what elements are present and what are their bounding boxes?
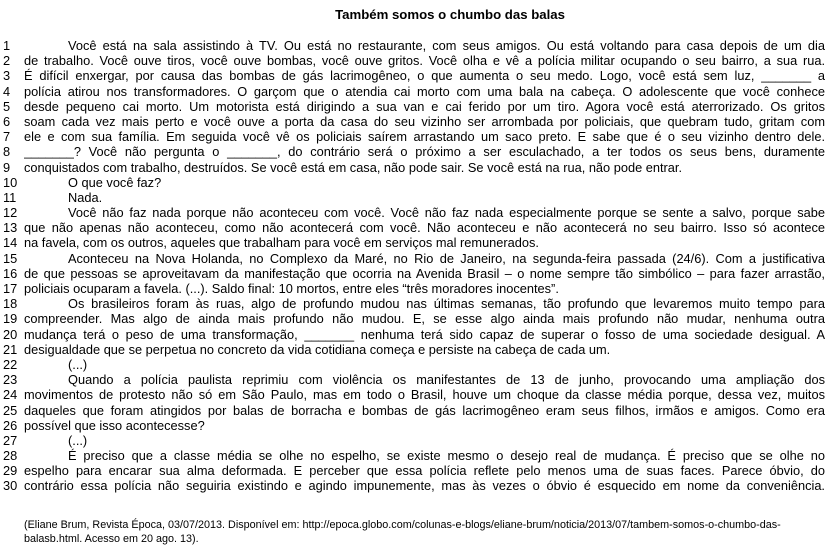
line-text: daqueles que foram atingidos por balas de borracha e bombas de gás lacrimogêneo eram seus filhos, irmãos e amigos. Como era	[24, 402, 825, 418]
line-text: Quando a polícia paulista reprimiu com violência os manifestantes de 13 de junho, provocando uma ampliação dos	[68, 372, 825, 388]
line-number: 13	[3, 220, 18, 236]
text-line	[0, 281, 839, 296]
text-line	[0, 418, 839, 433]
text-line	[0, 251, 839, 266]
line-number: 8	[3, 144, 11, 160]
text-line	[0, 266, 839, 281]
line-text: policiais ocuparam a favela. (...). Saldo final: 10 mortos, entre eles “três moradores inocentes”.	[24, 281, 559, 296]
text-line	[0, 144, 839, 159]
line-number: 18	[3, 296, 18, 312]
line-number: 20	[3, 326, 18, 342]
line-text: O que você faz?	[68, 174, 162, 190]
line-text: É preciso que a classe média se olhe no espelho, se existe mesmo o desejo real de mudança. É preciso que se olhe no	[68, 448, 825, 464]
text-line	[0, 160, 839, 175]
line-number: 14	[3, 235, 18, 251]
line-text: que não apenas não aconteceu, como não acontecerá com você. Não aconteceu e não acontecerá no seu bairro. Isso só acontece	[24, 220, 825, 236]
text-line	[0, 448, 839, 463]
line-number: 11	[3, 189, 17, 205]
text-line	[0, 387, 839, 402]
line-number: 6	[3, 113, 11, 129]
text-line	[0, 327, 839, 342]
line-text: desigualdade que se perpetua no concreto da vida cotidiana começa e persiste na cabeça de cada um.	[24, 341, 611, 357]
source-citation: (Eliane Brum, Revista Época, 03/07/2013. Disponível em: http://epoca.globo.com/colunas-e-blogs/eliane-brum/noticia/2013/07/tambem-somos-o-chumbo-das-balasb.html. Acesso em 20 ago. 13).	[24, 519, 781, 545]
text-line	[0, 357, 839, 372]
line-number: 16	[3, 265, 18, 281]
text-line	[0, 403, 839, 418]
text-line	[0, 235, 839, 250]
line-text: É difícil enxergar, por causa das bombas de gás lacrimogêneo, o que aumenta o seu medo. Logo, você está sem luz, _______ a	[24, 68, 825, 84]
line-number: 10	[3, 174, 18, 190]
line-number: 12	[3, 205, 18, 221]
line-text: Nada.	[68, 189, 103, 205]
text-line	[0, 190, 839, 205]
line-number: 1	[3, 38, 11, 53]
text-line	[0, 99, 839, 114]
line-text: (...)	[68, 356, 88, 372]
line-number: 7	[3, 129, 11, 145]
article-body	[0, 38, 839, 494]
line-number: 4	[3, 83, 11, 99]
text-line	[0, 342, 839, 357]
line-number: 5	[3, 98, 11, 114]
line-text: _______? Você não pergunta o _______, do contrário será o próximo a ser esculachado, a ter todos os seus bens, duramente	[24, 144, 825, 160]
text-line	[0, 220, 839, 235]
article-title: Também somos o chumbo das balas	[335, 7, 565, 22]
line-text: de que pessoas se aproveitavam da manifestação que ocorria na Avenida Brasil – o nome sempre tão simbólico – para fazer arrastão,	[24, 265, 825, 281]
text-line	[0, 68, 839, 83]
line-number: 25	[3, 402, 18, 418]
text-line	[0, 463, 839, 478]
line-number: 15	[3, 250, 18, 266]
text-line	[0, 38, 839, 53]
line-text: compreender. Mas algo de ainda mais profundo não mudou. E, se esse algo ainda mais profundo não mudar, nenhuma outra	[24, 311, 825, 327]
line-number: 21	[3, 341, 18, 357]
line-text: soam cada vez mais perto e você ouve a porta da casa do seu vizinho ser arrombada por policiais, que quebram tudo, gritam com	[24, 113, 825, 129]
text-line	[0, 175, 839, 190]
line-text: espelho para encarar sua alma deformada. E perceber que essa polícia reflete pelo menos uma de suas faces. Parece óbvio, do	[24, 463, 825, 479]
line-number: 22	[3, 356, 18, 372]
line-number: 26	[3, 417, 18, 433]
line-text: na favela, com os outros, aqueles que trabalham para você em serviços mal remunerados.	[24, 235, 539, 251]
line-text: Os brasileiros foram às ruas, algo de profundo mudou nas últimas semanas, tão profundo que levaremos muito tempo para	[68, 296, 825, 312]
line-text: conquistados com trabalho, destruídos. Se você está em casa, não pode sair. Se você está na rua, não pode entrar.	[24, 159, 683, 175]
line-text: possível que isso acontecesse?	[24, 417, 205, 433]
text-line	[0, 311, 839, 326]
text-line	[0, 114, 839, 129]
line-text: de trabalho. Você ouve tiros, você ouve bombas, você ouve gritos. Você olha e vê a polícia militar ocupando o seu bairro, a sua rua.	[24, 53, 825, 69]
line-number: 23	[3, 372, 18, 388]
line-text: ele e com sua família. Em seguida você vê os policiais saírem arrastando um saco preto. E sabe que é o seu vizinho dentro dele.	[24, 129, 825, 145]
line-number: 29	[3, 463, 18, 479]
line-text: Você está na sala assistindo à TV. Ou está no restaurante, com seus amigos. Ou está voltando para casa depois de um dia	[68, 38, 825, 53]
line-text: contrário essa polícia não seguiria existindo e agindo impunemente, mas às vezes o óbvio é esquecido em nome da conveniência.	[24, 478, 825, 494]
line-text: polícia atirou nos transformadores. O garçom que o atendia cai morto com uma bala na cabeça. O adolescente que você conhece	[24, 83, 825, 99]
line-number: 19	[3, 311, 18, 327]
line-number: 2	[3, 53, 11, 69]
line-text: Aconteceu na Nova Holanda, no Complexo da Maré, no Rio de Janeiro, na segunda-feira passada (24/6). Com a justificativa	[68, 250, 825, 266]
line-number: 17	[3, 281, 18, 296]
text-line	[0, 205, 839, 220]
line-text: desde pequeno cai morto. Um motorista está dirigindo a sua van e cai ferido por um tiro. Agora você está aterrorizado. Os gritos	[24, 98, 825, 114]
text-line	[0, 478, 839, 493]
line-text: (...)	[68, 432, 88, 448]
text-line	[0, 372, 839, 387]
text-line	[0, 84, 839, 99]
text-line	[0, 433, 839, 448]
line-number: 28	[3, 448, 18, 464]
text-line	[0, 296, 839, 311]
line-text: movimentos de protesto não só em São Paulo, mas em todo o Brasil, houve um choque da classe média porque, dessa vez, muitos	[24, 387, 825, 403]
text-line	[0, 129, 839, 144]
line-number: 27	[3, 432, 18, 448]
text-line	[0, 53, 839, 68]
line-number: 3	[3, 68, 11, 84]
line-number: 9	[3, 159, 11, 175]
line-text: mudança terá o peso de uma transformação, _______ nenhuma terá sido capaz de superar o fosso de uma sociedade desigual. A	[24, 326, 825, 342]
line-number: 24	[3, 387, 18, 403]
line-number: 30	[3, 478, 18, 494]
line-text: Você não faz nada porque não aconteceu com você. Você não faz nada especialmente porque se sente a salvo, porque sabe	[68, 205, 825, 221]
